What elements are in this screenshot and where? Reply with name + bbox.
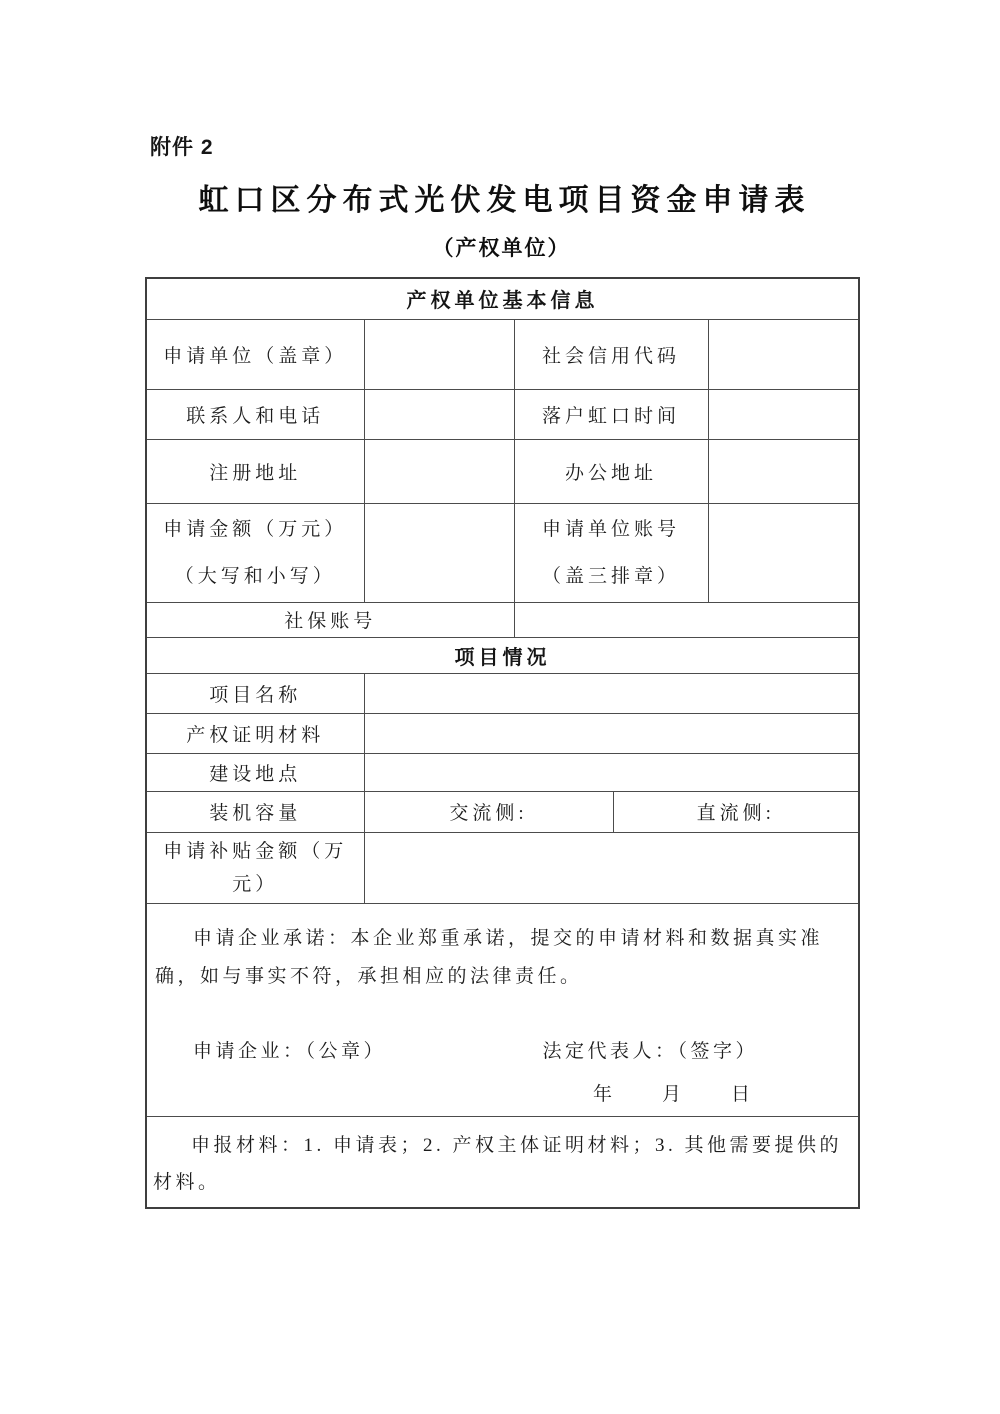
ownership-proof-label: 产权证明材料 (146, 713, 364, 753)
document-page (145, 0, 858, 1209)
project-name-label: 项目名称 (146, 673, 364, 713)
build-site-label: 建设地点 (146, 753, 364, 791)
applicant-unit-value-cell[interactable] (364, 319, 514, 389)
social-security-label: 社保账号 (146, 602, 514, 637)
company-seal-label: 申请企业：（公章） (193, 1040, 387, 1062)
capacity-label: 装机容量 (146, 791, 364, 832)
date-line: 年 月 日 (593, 1083, 755, 1105)
application-table (145, 277, 860, 1209)
ac-side-label: 交流侧: (449, 803, 528, 824)
settle-date-label: 落户虹口时间 (514, 389, 708, 439)
account-value-cell[interactable] (708, 503, 859, 602)
applicant-unit-label: 申请单位（盖章） (146, 319, 364, 389)
amount-label (146, 503, 364, 602)
signature-row (155, 1036, 850, 1063)
page-subtitle: （产权单位） (432, 237, 571, 260)
page-title: 虹口区分布式光伏发电项目资金申请表 (198, 184, 811, 217)
registered-address-value-cell[interactable] (364, 439, 514, 503)
legal-rep-label: 法定代表人：（签字） (542, 1040, 759, 1062)
credit-code-label: 社会信用代码 (514, 319, 708, 389)
contact-label: 联系人和电话 (146, 389, 364, 439)
ownership-proof-value-cell[interactable] (364, 713, 859, 753)
subsidy-label: 申请补贴金额（万元） (146, 832, 364, 903)
commitment-paragraph: 申请企业承诺：本企业郑重承诺，提交的申请材料和数据真实准确，如与事实不符，承担相应的法律责任。 (155, 927, 824, 987)
subsidy-value-cell[interactable] (364, 832, 859, 903)
amount-label-line2: （大写和小写） (174, 565, 336, 587)
contact-value-cell[interactable] (364, 389, 514, 439)
attachment-label: 附件 2 (150, 136, 214, 159)
section-basic-header: 产权单位基本信息 (146, 278, 859, 319)
dc-side-cell[interactable] (613, 791, 859, 832)
account-label-line2: （盖三排章） (541, 565, 680, 587)
dc-side-label: 直流侧: (696, 803, 775, 824)
amount-value-cell[interactable] (364, 503, 514, 602)
materials-note: 申报材料：1. 申请表；2. 产权主体证明材料；3. 其他需要提供的材料。 (153, 1134, 843, 1193)
account-label-line1: 申请单位账号 (541, 518, 680, 540)
credit-code-value-cell[interactable] (708, 319, 859, 389)
social-security-value-cell[interactable] (514, 602, 859, 637)
ac-side-cell[interactable] (364, 791, 613, 832)
commitment-cell (146, 903, 859, 1116)
build-site-value-cell[interactable] (364, 753, 859, 791)
project-name-value-cell[interactable] (364, 673, 859, 713)
account-label (514, 503, 708, 602)
settle-date-value-cell[interactable] (708, 389, 859, 439)
materials-cell (146, 1116, 859, 1208)
section-project-header: 项目情况 (146, 637, 859, 673)
office-address-label: 办公地址 (514, 439, 708, 503)
office-address-value-cell[interactable] (708, 439, 859, 503)
amount-label-line1: 申请金额（万元） (163, 518, 348, 540)
registered-address-label: 注册地址 (146, 439, 364, 503)
